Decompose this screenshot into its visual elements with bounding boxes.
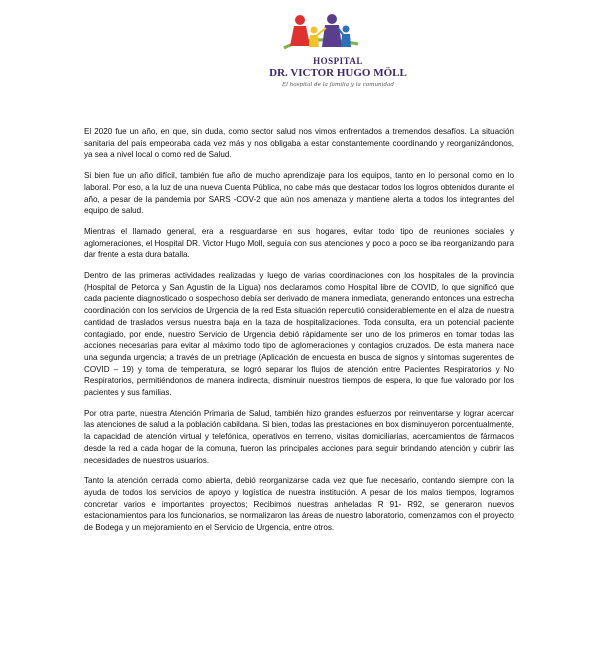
paragraph: Por otra parte, nuestra Atención Primaria de Salud, también hizo grandes esfuerzos por reinventarse y lograr acercar las atenciones de salud a la población cabildana. Si bien, todas las prestaciones en box disminuyeron porcentualmente, la capacidad de atención virtual y telefónica, operativos en terreno, visitas domiciliarias, acercamientos de fármacos desde la red a cada hogar de la comuna, fueron las principales acciones para seguir brindando atención y cubrir las necesidades de nuestros usuarios. xyxy=(84,408,514,465)
paragraph: Mientras el llamado general, era a resguardarse en sus hogares, evitar todo tipo de reuniones sociales y aglomeraciones, el Hospital DR. Victor Hugo Moll, seguía con sus atenciones y poco a poco se iba reorganizando para dar frente a esta dura batalla. xyxy=(84,226,514,260)
logo-tagline: El hospital de la familia y la comunidad xyxy=(282,82,394,88)
paragraph: Dentro de las primeras actividades realizadas y luego de varias coordinaciones con los hospitales de la provincia (Hospital de Petorca y San Agustin de la Ligua) nos declaramos como Hospital libre de COVID, lo que significó que cada paciente diagnosticado o sospechoso debía ser derivado de manera inmediata, generando entonces una estrecha coordinación con los servicios de Urgencia de la red Esta situación repercutió considerablemente en el alza de nuestra cantidad de traslados versus nuestra baja en la taza de hospitalizaciones. Toda consulta, era un potencial paciente contagiado, por ende, nuestro Servicio de Urgencia debió rápidamente ser uno de los primeros en tomar todas las acciones necesarias para evitar al máximo todo tipo de aglomeraciones y contagios cruzados. De esta manera nace una segunda urgencia; a través de un pretriage (Aplicación de encuesta en busca de signos y síntomas sugerentes de COVID – 19) y toma de temperatura, se logró separar los flujos de atención entre Pacientes Respiratorios y No Respiratorios, permitiéndonos de manera indirecta, disminuir nuestros tiempos de espera, lo que fue valorado por los pacientes y sus familias. xyxy=(84,271,514,398)
paragraph: Si bien fue un año difícil, también fue año de mucho aprendizaje para los equipos, tanto en lo personal como en lo laboral. Por eso, a la luz de una nueva Cuenta Pública, no cabe más que destacar todos los logros obtenidos durante el año, a pesar de la pandemia por SARS -COV-2 que aún nos amenaza y mantiene alerta a todos los integrantes del equipo de salud. xyxy=(84,171,514,216)
document-body xyxy=(84,126,514,543)
family-figure-icon xyxy=(280,14,362,54)
paragraph: El 2020 fue un año, en que, sin duda, como sector salud nos vimos enfrentados a tremendos desafíos. La situación sanitaria del país empeoraba cada vez más y nos obligaba a estar constantemente coordinando y reorganizándonos, ya sea a nivel local o como red de Salud. xyxy=(84,127,514,160)
logo-hospital-text: HOSPITAL xyxy=(313,56,363,66)
hospital-logo xyxy=(258,14,418,104)
paragraph: Tanto la atención cerrada como abierta, debió reorganizarse cada vez que fue necesario, contando siempre con la ayuda de todos los servicios de apoyo y logística de nuestra institución. A pesar de los malos tiempos, logramos concretar varios e importantes proyectos; Recibimos nuestras anheladas R 91- R92, se generaron nuevos estacionamientos para los funcionarios, se normalizaron las áreas de nuestro laboratorio, comenzamos con el proyecto de Bodega y un mejoramiento en el Servicio de Urgencia, entre otros. xyxy=(84,476,514,533)
logo-name-text: DR. VICTOR HUGO MÖLL xyxy=(269,67,407,79)
